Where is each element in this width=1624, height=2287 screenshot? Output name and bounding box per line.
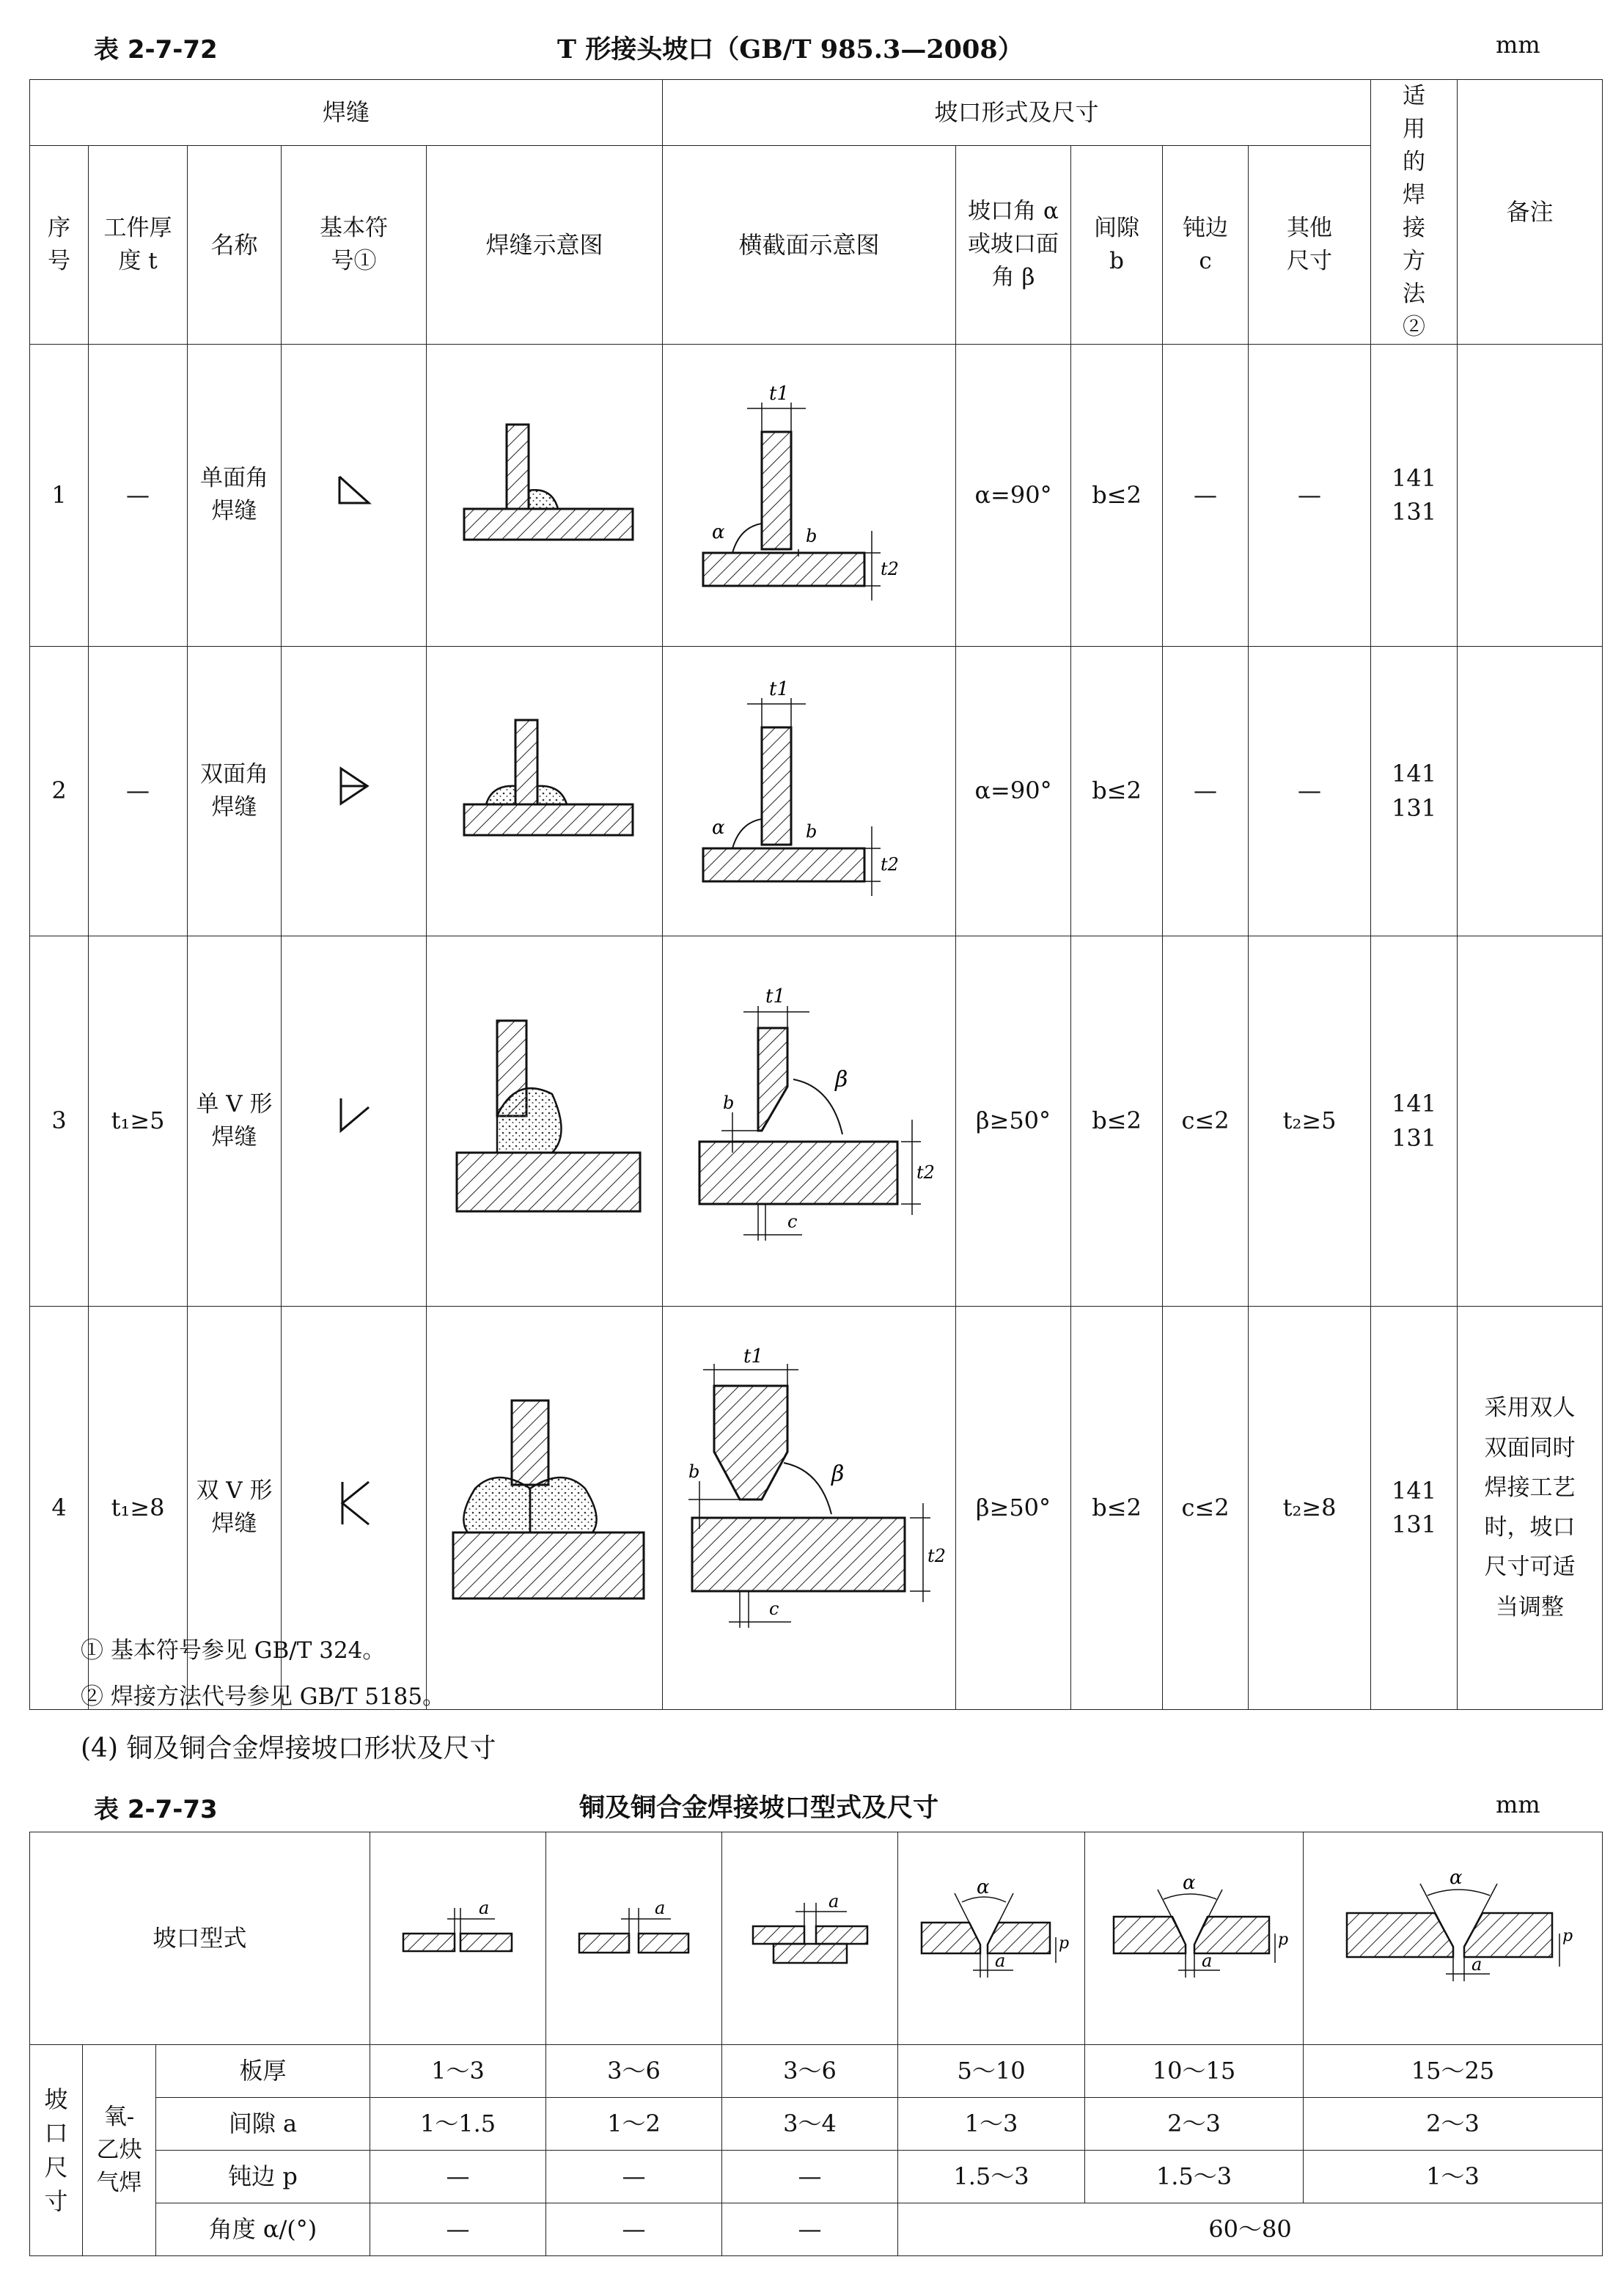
cell-value: 1～2 [546,2098,722,2151]
label-alpha: α [1182,1872,1196,1895]
label-beta: β [831,1461,844,1487]
row-angle: β≥50° [956,1306,1071,1709]
row-name: 双面角焊缝 [188,646,282,936]
cell-value: — [370,2151,546,2203]
header-angle: 坡口角 α 或坡口面角 β [956,146,1071,344]
row-gap: b≤2 [1071,646,1163,936]
label-a: a [478,1898,489,1919]
row-gap: b≤2 [1071,344,1163,646]
row-remark [1458,936,1603,1306]
label-p: p [1277,1931,1288,1950]
row-other: t₂≥8 [1249,1306,1371,1709]
label-alpha: α [711,521,725,543]
double-fillet-weld-sketch [449,713,640,859]
row-angle: β≥50° [956,936,1071,1306]
row-process: 141 131 [1371,646,1458,936]
row-root: c≤2 [1163,936,1249,1306]
cell-value: 1～3 [1304,2151,1603,2203]
header-remark: 备注 [1458,80,1603,345]
label-t2: t2 [880,854,899,875]
groove-sketch-2 [546,1832,722,2045]
label-p: p [1562,1927,1573,1946]
cell-value: 2～3 [1304,2098,1603,2151]
label-t1: t1 [765,985,785,1008]
double-v-section-sketch [674,1335,945,1672]
single-v-section-sketch [677,962,941,1270]
single-fillet-weld-sketch [449,417,640,564]
header-no: 序号 [30,146,89,344]
row-remark: 采用双人双面同时焊接工艺时，坡口尺寸可适当调整 [1458,1306,1603,1709]
row-label: 板厚 [156,2045,370,2098]
label-a: a [995,1950,1006,1972]
label-b: b [805,821,817,843]
table2-unit: mm [1496,1791,1540,1818]
label-c: c [768,1598,779,1619]
row-thickness: t₁≥5 [89,936,188,1306]
label-t1: t1 [768,382,789,405]
section-sketch-1 [663,344,956,646]
header-gap: 间隙 b [1071,146,1163,344]
section-sketch-3 [663,936,956,1306]
v-groove-medium-sketch [1099,1871,1290,1996]
table2-title: 铜及铜合金焊接坡口型式及尺寸 [579,1793,939,1823]
t-joint-table [29,79,1603,1710]
label-b: b [805,525,817,546]
cell-value: — [546,2151,722,2203]
row-remark [1458,646,1603,936]
row-no: 2 [30,646,89,936]
cell-value: 1～1.5 [370,2098,546,2151]
row-process: 141 131 [1371,344,1458,646]
table-row [30,344,1603,646]
label-b: b [688,1461,699,1482]
label-t2: t2 [916,1162,935,1183]
row-thickness: — [89,344,188,646]
row-thickness: — [89,646,188,936]
weld-sketch-2 [427,646,663,936]
square-groove-narrow-sketch [392,1893,524,1974]
row-process: 141 131 [1371,936,1458,1306]
header-process: 适用的焊接方法② [1371,80,1458,345]
cell-value: 3～6 [546,2045,722,2098]
cell-value: 10～15 [1085,2045,1304,2098]
table1-unit: mm [1496,31,1540,59]
cell-value: 3～4 [722,2098,898,2151]
row-other: — [1249,646,1371,936]
header-name: 名称 [188,146,282,344]
row-thickness: t₁≥8 [89,1306,188,1709]
double-v-weld-sketch [438,1386,651,1620]
label-b: b [722,1093,734,1114]
row-root: — [1163,646,1249,936]
section-sketch-2 [663,646,956,936]
table-row [30,2098,1603,2151]
label-a: a [654,1898,665,1919]
weld-sketch-1 [427,344,663,646]
label-alpha: α [711,817,725,840]
cell-value: — [370,2203,546,2256]
row-label: 间隙 a [156,2098,370,2151]
header-other: 其他尺寸 [1249,146,1371,344]
v-groove-sketch [911,1871,1072,1996]
row-name: 单 V 形焊缝 [188,936,282,1306]
cell-value: 1～3 [898,2098,1085,2151]
label-c: c [787,1211,797,1233]
group-header-weld: 焊缝 [30,80,663,146]
label-a: a [1201,1950,1212,1972]
cell-value: 2～3 [1085,2098,1304,2151]
groove-sketch-6 [1304,1832,1603,2045]
double-fillet-section-sketch [688,669,930,903]
row-remark [1458,344,1603,646]
cell-value: 15～25 [1304,2045,1603,2098]
groove-sketch-5 [1085,1832,1304,2045]
row-name: 单面角焊缝 [188,344,282,646]
row-angle: α=90° [956,646,1071,936]
table1-title: T 形接头坡口（GB/T 985.3—2008） [557,34,1024,65]
table-row [30,2045,1603,2098]
table-row [30,646,1603,936]
side-label: 坡口尺寸 [30,2045,83,2256]
row-gap: b≤2 [1071,1306,1163,1709]
header-root: 钝边 c [1163,146,1249,344]
row-angle: α=90° [956,344,1071,646]
groove-sketch-4 [898,1832,1085,2045]
table-row [30,936,1603,1306]
row-process: 141 131 [1371,1306,1458,1709]
groove-sketch-3 [722,1832,898,2045]
table1-number: 表 2-7-72 [94,35,218,65]
single-v-weld-sketch [442,1006,647,1226]
row-no: 3 [30,936,89,1306]
footnote-1: ① 基本符号参见 GB/T 324。 [81,1637,386,1664]
label-alpha: α [977,1876,990,1899]
backed-square-groove-sketch [744,1890,876,1978]
row-no: 1 [30,344,89,646]
label-a: a [828,1891,839,1912]
table-row [30,2151,1603,2203]
single-fillet-section-sketch [688,373,930,608]
label-beta: β [834,1067,848,1093]
label-t2: t2 [927,1545,945,1566]
row-gap: b≤2 [1071,936,1163,1306]
row-other: t₂≥5 [1249,936,1371,1306]
header-weld-sketch: 焊缝示意图 [427,146,663,344]
label-a: a [1471,1954,1482,1975]
label-t1: t1 [743,1345,763,1368]
header-groove-type: 坡口型式 [30,1832,370,2045]
row-label: 钝边 p [156,2151,370,2203]
row-label: 角度 α/(°) [156,2203,370,2256]
copper-groove-table [29,1832,1603,2256]
weld-sketch-3 [427,936,663,1306]
row-no: 4 [30,1306,89,1709]
v-groove-thick-sketch [1332,1868,1574,2000]
header-thickness: 工件厚度 t [89,146,188,344]
group-header-groove: 坡口形式及尺寸 [663,80,1371,146]
cell-value: 5～10 [898,2045,1085,2098]
footnote-2: ② 焊接方法代号参见 GB/T 5185。 [81,1684,446,1710]
section-heading: (4) 铜及铜合金焊接坡口形状及尺寸 [81,1733,496,1763]
label-alpha: α [1449,1868,1463,1890]
method-label: 氧-乙炔气焊 [83,2045,156,2256]
cell-value: 3～6 [722,2045,898,2098]
weld-symbol-single-fillet [282,344,427,646]
weld-symbol-single-v [282,936,427,1306]
weld-sketch-4 [427,1306,663,1709]
cell-value: 1～3 [370,2045,546,2098]
label-t1: t1 [768,678,789,701]
groove-sketch-1 [370,1832,546,2045]
table-row [30,2203,1603,2256]
cell-value: — [722,2151,898,2203]
row-name: 双 V 形焊缝 [188,1306,282,1709]
row-other: — [1249,344,1371,646]
header-symbol: 基本符号① [282,146,427,344]
cell-value: — [722,2203,898,2256]
row-root: — [1163,344,1249,646]
label-t2: t2 [880,558,899,579]
weld-symbol-double-fillet [282,646,427,936]
square-groove-sketch [568,1893,700,1974]
cell-value-merged: 60～80 [898,2203,1603,2256]
section-sketch-4 [663,1306,956,1709]
cell-value: — [546,2203,722,2256]
table2-number: 表 2-7-73 [94,1795,218,1824]
cell-value: 1.5～3 [898,2151,1085,2203]
row-root: c≤2 [1163,1306,1249,1709]
header-section-sketch: 横截面示意图 [663,146,956,344]
label-p: p [1059,1934,1070,1953]
cell-value: 1.5～3 [1085,2151,1304,2203]
